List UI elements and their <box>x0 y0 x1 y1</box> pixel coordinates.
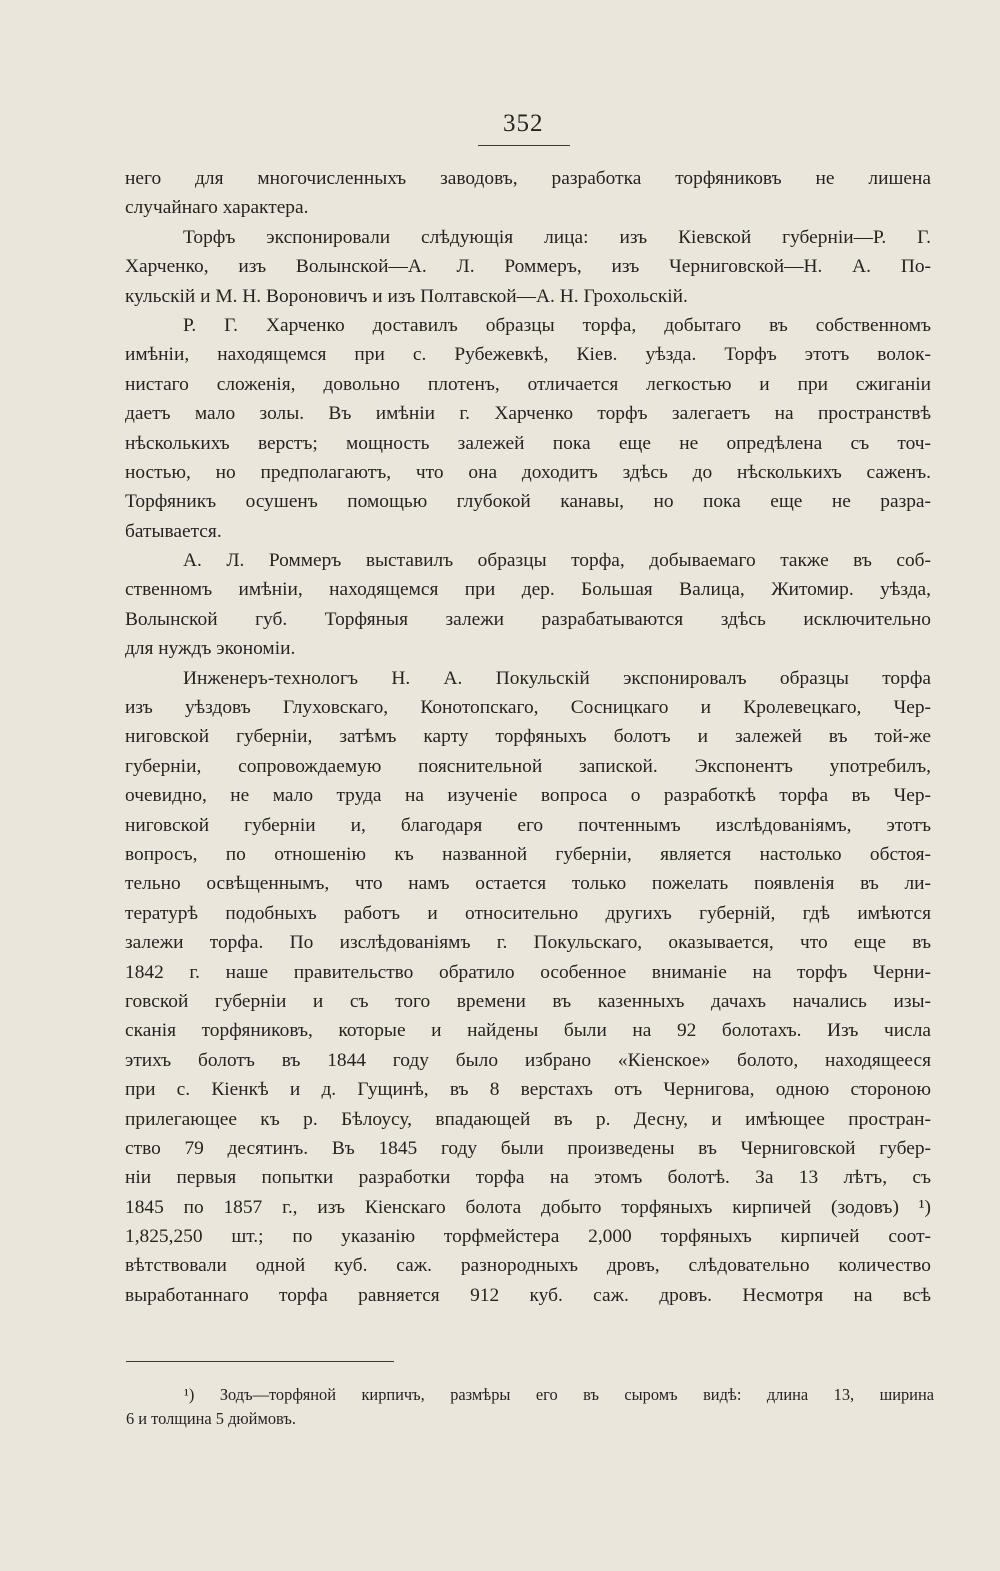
page-number-rule <box>478 145 570 146</box>
text-line: тературѣ подобныхъ работъ и относительно другихъ губерній, гдѣ имѣются <box>125 902 931 924</box>
text-line: нистаго сложенія, довольно плотенъ, отличается легкостью и при сжиганіи <box>125 373 931 395</box>
text-line: ниговской губерніи, затѣмъ карту торфяныхъ болотъ и залежей въ той-же <box>125 726 931 748</box>
text-line: вѣтствовали одной куб. саж. разнородныхъ дровъ, слѣдовательно количество <box>125 1255 931 1277</box>
text-line: для нуждъ экономіи. <box>125 638 296 660</box>
text-line: очевидно, не мало труда на изученіе вопроса о разработкѣ торфа въ Чер- <box>125 785 931 807</box>
text-line: 1,825,250 шт.; по указанію торфмейстера 2,000 торфяныхъ кирпичей соот- <box>125 1226 931 1248</box>
text-line: Харченко, изъ Волынской—А. Л. Роммеръ, изъ Черниговской—Н. А. По- <box>125 256 931 278</box>
text-line: залежи торфа. По изслѣдованіямъ г. Покульскаго, оказывается, что еще въ <box>125 932 931 954</box>
footnote <box>126 1383 934 1431</box>
page-number: 352 <box>503 110 544 137</box>
text-line: сканія торфяниковъ, которые и найдены были на 92 болотахъ. Изъ числа <box>125 1020 931 1042</box>
text-line: батывается. <box>125 520 222 542</box>
text-line: этихъ болотъ въ 1844 году было избрано «Кіенское» болото, находящееся <box>125 1049 931 1071</box>
text-line: губерніи, сопровождаемую пояснительной запиской. Экспонентъ употребилъ, <box>125 755 931 777</box>
text-line: ниговской губерніи и, благодаря его почтеннымъ изслѣдованіямъ, этотъ <box>125 814 931 836</box>
text-line: 1845 по 1857 г., изъ Кіенскаго болота добыто торфяныхъ кирпичей (зодовъ) ¹) <box>125 1196 931 1218</box>
text-line: Р. Г. Харченко доставилъ образцы торфа, добытаго въ собственномъ <box>183 314 931 336</box>
text-line: случайнаго характера. <box>125 197 309 219</box>
text-line: Инженеръ-технологъ Н. А. Покульскій экспонировалъ образцы торфа <box>183 667 931 689</box>
text-line: выработаннаго торфа равняется 912 куб. саж. дровъ. Несмотря на всѣ <box>125 1284 931 1306</box>
footnote-line: 6 и толщина 5 дюймовъ. <box>126 1409 296 1428</box>
text-line: 1842 г. наше правительство обратило особенное вниманіе на торфъ Черни- <box>125 961 931 983</box>
body-text <box>125 164 931 1310</box>
text-line: говской губерніи и съ того времени въ казенныхъ дачахъ начались изы- <box>125 990 931 1012</box>
text-line: при с. Кіенкѣ и д. Гущинѣ, въ 8 верстахъ отъ Чернигова, одною стороною <box>125 1079 931 1101</box>
text-line: нѣсколькихъ верстъ; мощность залежей пока еще не опредѣлена съ точ- <box>125 432 931 454</box>
text-line: прилегающее къ р. Бѣлоусу, впадающей въ р. Десну, и имѣющее простран- <box>125 1108 931 1130</box>
text-line: вопросъ, по отношенію къ названной губерніи, является настолько обстоя- <box>125 843 931 865</box>
footnote-line: ¹) Зодъ—торфяной кирпичъ, размѣры его въ сыромъ видѣ: длина 13, ширина <box>184 1385 934 1404</box>
text-line: ностью, но предполагаютъ, что она доходитъ здѣсь до нѣсколькихъ саженъ. <box>125 461 931 483</box>
text-line: имѣніи, находящемся при с. Рубежевкѣ, Кіев. уѣзда. Торфъ этотъ волок- <box>125 344 931 366</box>
text-line: кульскій и М. Н. Вороновичъ и изъ Полтавской—А. Н. Грохольскій. <box>125 285 688 307</box>
text-line: ство 79 десятинъ. Въ 1845 году были произведены въ Черниговской губер- <box>125 1137 931 1159</box>
footnote-separator <box>126 1361 394 1362</box>
text-line: Волынской губ. Торфяныя залежи разрабатываются здѣсь исключительно <box>125 608 931 630</box>
text-line: А. Л. Роммеръ выставилъ образцы торфа, добываемаго также въ соб- <box>183 550 931 572</box>
text-line: изъ уѣздовъ Глуховскаго, Конотопскаго, Сосницкаго и Кролевецкаго, Чер- <box>125 697 931 719</box>
text-line: даетъ мало золы. Въ имѣніи г. Харченко торфъ залегаетъ на пространствѣ <box>125 403 931 425</box>
text-line: ственномъ имѣніи, находящемся при дер. Большая Валица, Житомир. уѣзда, <box>125 579 931 601</box>
text-line: Торфъ экспонировали слѣдующія лица: изъ Кіевской губерніи—Р. Г. <box>183 226 931 248</box>
text-line: тельно освѣщеннымъ, что намъ остается только пожелать появленія въ ли- <box>125 873 931 895</box>
text-line: ніи первыя попытки разработки торфа на этомъ болотѣ. За 13 лѣтъ, съ <box>125 1167 931 1189</box>
text-line: Торфяникъ осушенъ помощью глубокой канавы, но пока еще не разра- <box>125 491 931 513</box>
text-line: него для многочисленныхъ заводовъ, разработка торфяниковъ не лишена <box>125 168 931 189</box>
